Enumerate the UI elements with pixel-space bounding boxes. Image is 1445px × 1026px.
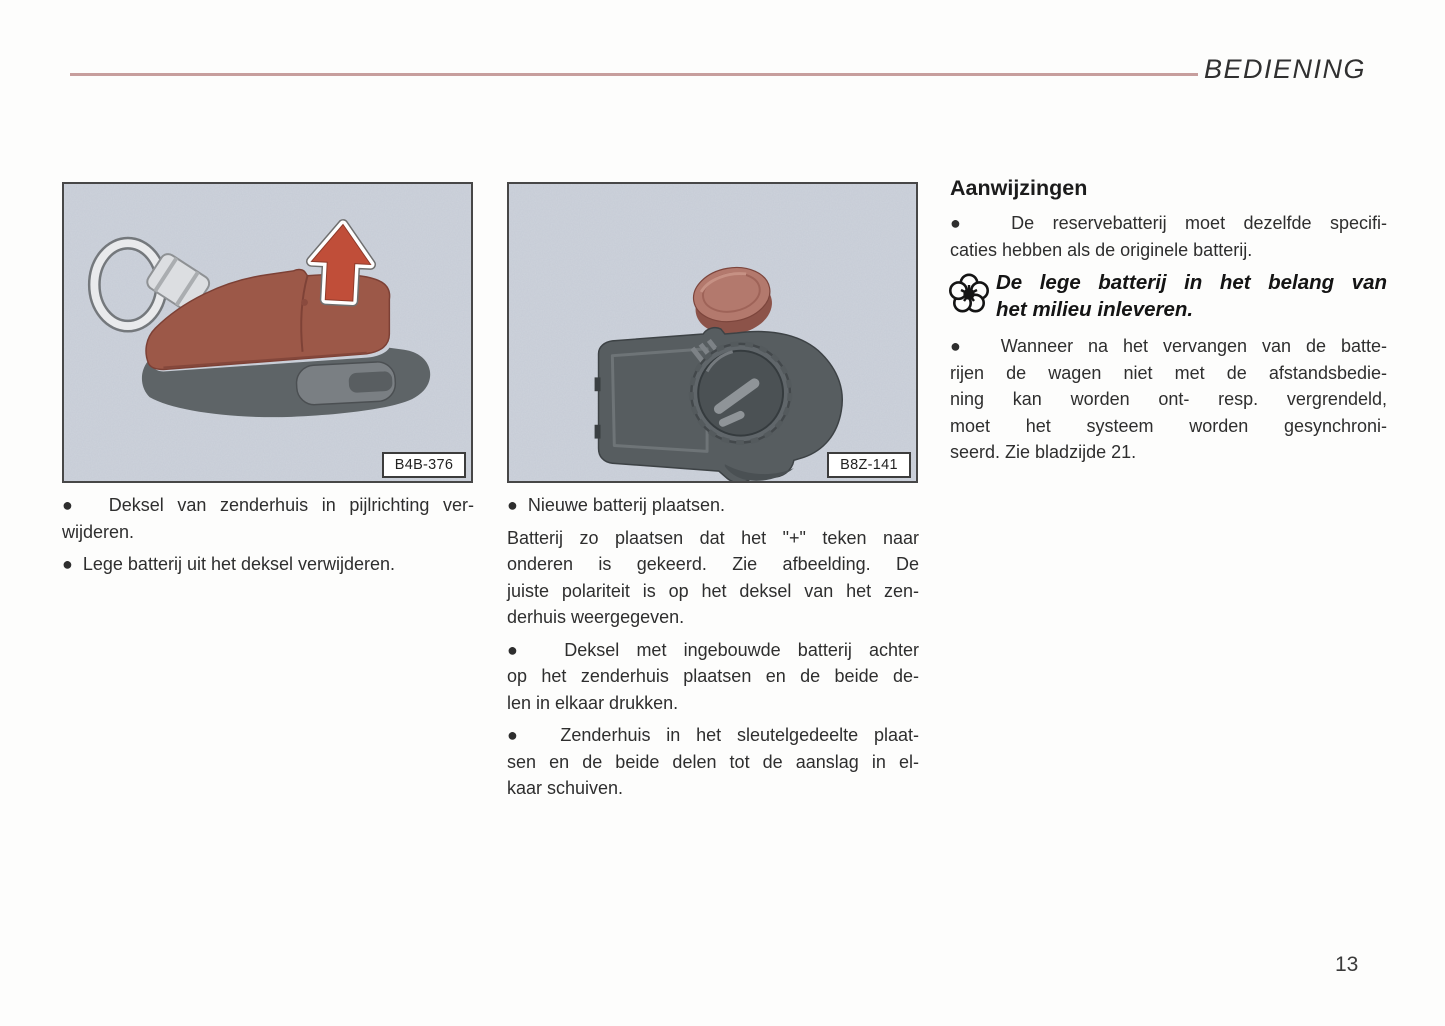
battery-placement-illustration	[509, 184, 916, 481]
page-number: 13	[1335, 953, 1359, 976]
environment-note	[950, 269, 1387, 325]
body-paragraph: Batterij zo plaatsen dat het "+" teken naar onderen is gekeerd. Zie afbeelding. De juiste polariteit is op het deksel van het zen- derhuis weergegeven.	[507, 527, 919, 627]
bullet-paragraph: ● Lege batterij uit het deksel verwijderen.	[62, 554, 396, 574]
bullet-paragraph: ● Deksel van zenderhuis in pijlrichting ver- wijderen.	[62, 495, 474, 542]
notes-heading: Aanwijzingen	[950, 176, 1088, 200]
key-blade-slider	[296, 361, 397, 406]
figure-key-cover-removal	[62, 182, 473, 483]
bullet-paragraph: ● Deksel met ingebouwde batterij achter op het zenderhuis plaatsen en de beide de- len in elkaar drukken.	[507, 639, 919, 713]
figure-label: B8Z-141	[827, 452, 911, 478]
key-cover-removal-illustration	[64, 184, 471, 481]
battery-compartment	[691, 344, 790, 443]
bullet-paragraph: ● Nieuwe batterij plaatsen.	[507, 495, 725, 515]
instructions-middle-column	[507, 492, 919, 808]
figure-label: B4B-376	[382, 452, 466, 478]
figure-battery-placement	[507, 182, 918, 483]
environment-note-text: De lege batterij in het belang van het milieu inleveren.	[996, 271, 1387, 321]
bullet-paragraph: ● De reservebatterij moet dezelfde specifi- caties hebben als de originele batterij.	[950, 213, 1387, 260]
page-title: BEDIENING	[1203, 54, 1366, 84]
bullet-paragraph: ● Wanneer na het vervangen van de batte- rijen de wagen niet met de afstandsbedie- ning kan worden ont- resp. vergrendeld, moet het systeem worden gesynchroni- seerd. Zie bladzijde 21.	[950, 336, 1387, 462]
instructions-left-column	[62, 492, 474, 584]
environment-flower-icon	[947, 270, 991, 318]
header-rule	[70, 73, 1198, 76]
notes-column	[950, 176, 1387, 472]
bullet-paragraph: ● Zenderhuis in het sleutelgedeelte plaat- sen en de beide delen tot de aanslag in el- kaar schuiven.	[507, 725, 919, 798]
